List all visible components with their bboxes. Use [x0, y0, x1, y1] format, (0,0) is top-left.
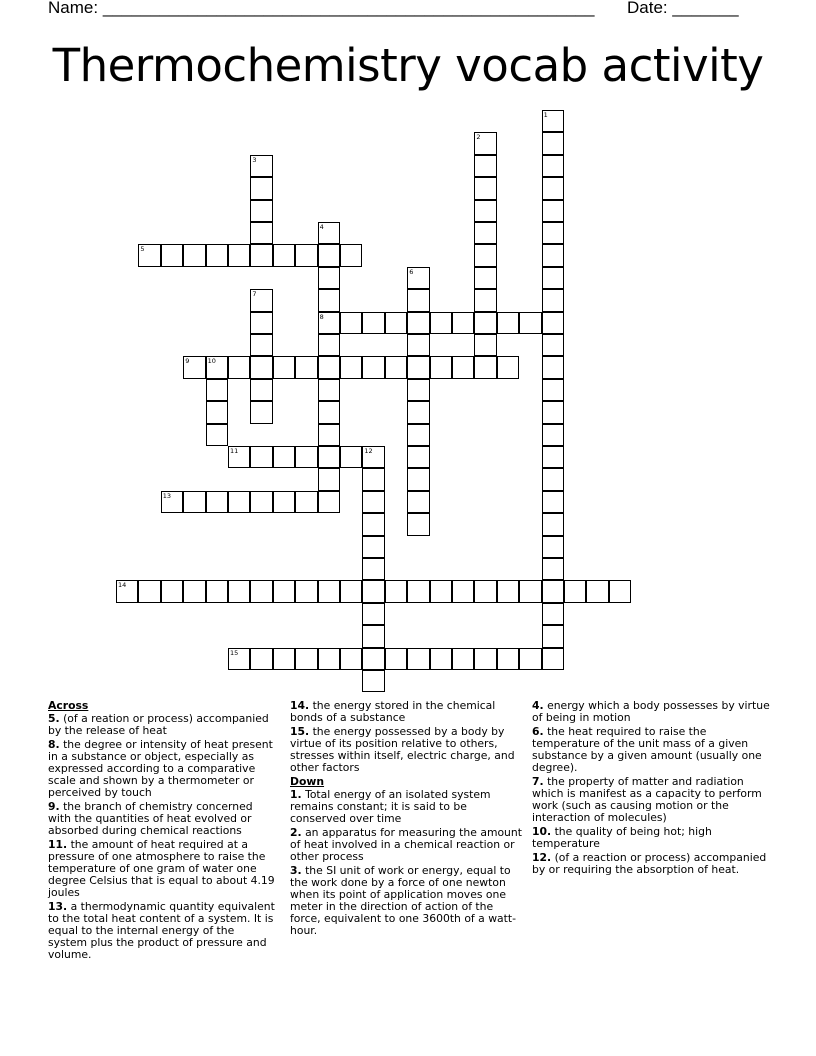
grid-cell[interactable] — [228, 244, 250, 266]
grid-cell[interactable] — [407, 446, 429, 468]
grid-cell[interactable] — [340, 446, 362, 468]
clues-column-3 — [532, 700, 770, 878]
grid-cell[interactable] — [474, 222, 496, 244]
grid-cell[interactable] — [407, 513, 429, 535]
grid-cell[interactable] — [407, 356, 429, 378]
grid-cell[interactable] — [474, 356, 496, 378]
grid-cell[interactable] — [295, 446, 317, 468]
grid-cell[interactable] — [474, 312, 496, 334]
grid-cell[interactable] — [340, 648, 362, 670]
grid-cell[interactable] — [362, 356, 384, 378]
clue-across-8: 8. the degree or intensity of heat present in a substance or object, especially as expressed according to a comparative scale and shown by a thermometer or perceived by touch — [48, 738, 273, 799]
grid-cell[interactable] — [183, 580, 205, 602]
clue-down-4: 4. energy which a body possesses by virtue of being in motion — [532, 699, 770, 724]
grid-cell[interactable] — [138, 580, 160, 602]
grid-cell[interactable] — [340, 580, 362, 602]
grid-cell[interactable] — [474, 132, 496, 154]
grid-cell[interactable] — [362, 491, 384, 513]
grid-cell[interactable] — [542, 625, 564, 647]
grid-cell[interactable] — [362, 312, 384, 334]
grid-cell[interactable] — [362, 513, 384, 535]
grid-cell[interactable] — [542, 424, 564, 446]
grid-cell[interactable] — [474, 334, 496, 356]
grid-cell[interactable] — [362, 580, 384, 602]
clues-column-1 — [48, 700, 276, 963]
clue-down-3: 3. the SI unit of work or energy, equal to the work done by a force of one newton when its point of application moves one meter in the direction of action of the force, equivalent to one 3600th of a watt-hour. — [290, 864, 517, 937]
grid-cell[interactable] — [318, 401, 340, 423]
clue-number: 4 — [319, 223, 324, 231]
grid-cell[interactable] — [250, 244, 272, 266]
grid-cell[interactable] — [542, 468, 564, 490]
grid-cell[interactable] — [295, 491, 317, 513]
grid-cell[interactable] — [161, 244, 183, 266]
clue-across-15: 15. the energy possessed by a body by virtue of its position relative to others, stresses within itself, electric charge, and other factors — [290, 725, 515, 774]
grid-cell[interactable] — [250, 648, 272, 670]
grid-cell[interactable] — [250, 200, 272, 222]
clue-across-11: 11. the amount of heat required at a pressure of one atmosphere to raise the temperature of one gram of water one degree Celsius that is equal to about 4.19 joules — [48, 838, 275, 899]
grid-cell[interactable] — [474, 244, 496, 266]
grid-cell[interactable] — [116, 580, 138, 602]
grid-cell[interactable] — [542, 603, 564, 625]
clue-number: 15 — [230, 648, 239, 657]
grid-cell[interactable] — [385, 648, 407, 670]
grid-cell[interactable] — [273, 648, 295, 670]
grid-cell[interactable] — [250, 289, 272, 311]
grid-cell[interactable] — [542, 580, 564, 602]
grid-cell[interactable] — [362, 648, 384, 670]
grid-cell[interactable] — [362, 446, 384, 468]
clue-down-2: 2. an apparatus for measuring the amount of heat involved in a chemical reaction or other process — [290, 826, 522, 863]
grid-cell[interactable] — [519, 648, 541, 670]
grid-cell[interactable] — [318, 491, 340, 513]
grid-cell[interactable] — [183, 244, 205, 266]
grid-cell[interactable] — [295, 648, 317, 670]
clue-down-7: 7. the property of matter and radiation which is manifest as a capacity to perform work (such as causing motion or the interaction of molecules) — [532, 775, 762, 824]
grid-cell[interactable] — [452, 648, 474, 670]
grid-cell[interactable] — [430, 648, 452, 670]
grid-cell[interactable] — [362, 536, 384, 558]
grid-cell[interactable] — [385, 580, 407, 602]
grid-cell[interactable] — [183, 491, 205, 513]
grid-cell[interactable] — [273, 446, 295, 468]
grid-cell[interactable] — [206, 356, 228, 378]
grid-cell[interactable] — [474, 177, 496, 199]
clue-down-12: 12. (of a reaction or process) accompanied by or requiring the absorption of heat. — [532, 851, 767, 876]
grid-cell[interactable] — [362, 603, 384, 625]
grid-cell[interactable] — [250, 379, 272, 401]
grid-cell[interactable] — [407, 312, 429, 334]
grid-cell[interactable] — [206, 401, 228, 423]
grid-cell[interactable] — [206, 424, 228, 446]
grid-cell[interactable] — [407, 401, 429, 423]
grid-cell[interactable] — [318, 334, 340, 356]
grid-cell[interactable] — [318, 222, 340, 244]
grid-cell[interactable] — [497, 312, 519, 334]
grid-cell[interactable] — [407, 379, 429, 401]
grid-cell[interactable] — [362, 625, 384, 647]
clue-number: 1 — [543, 111, 548, 119]
grid-cell[interactable] — [542, 200, 564, 222]
grid-cell[interactable] — [586, 580, 608, 602]
grid-cell[interactable] — [206, 379, 228, 401]
grid-cell[interactable] — [497, 648, 519, 670]
grid-cell[interactable] — [273, 491, 295, 513]
grid-cell[interactable] — [564, 580, 586, 602]
grid-cell[interactable] — [430, 580, 452, 602]
clues-column-2 — [290, 700, 524, 939]
grid-cell[interactable] — [318, 648, 340, 670]
grid-cell[interactable] — [542, 289, 564, 311]
grid-cell[interactable] — [542, 244, 564, 266]
grid-cell[interactable] — [250, 356, 272, 378]
grid-cell[interactable] — [340, 244, 362, 266]
grid-cell[interactable] — [385, 356, 407, 378]
grid-cell[interactable] — [407, 267, 429, 289]
grid-cell[interactable] — [318, 580, 340, 602]
grid-cell[interactable] — [542, 558, 564, 580]
grid-cell[interactable] — [542, 222, 564, 244]
clue-number: 13 — [162, 491, 172, 500]
clue-down-1: 1. Total energy of an isolated system remains constant; it is said to be conserved over time — [290, 788, 491, 825]
grid-cell[interactable] — [362, 468, 384, 490]
clue-number: 10 — [207, 357, 216, 366]
grid-cell[interactable] — [318, 468, 340, 490]
grid-cell[interactable] — [542, 267, 564, 289]
grid-cell[interactable] — [161, 491, 183, 513]
grid-cell[interactable] — [250, 155, 272, 177]
grid-cell[interactable] — [318, 244, 340, 266]
grid-cell[interactable] — [340, 356, 362, 378]
grid-cell[interactable] — [250, 222, 272, 244]
grid-cell[interactable] — [228, 648, 250, 670]
grid-cell[interactable] — [542, 132, 564, 154]
grid-cell[interactable] — [318, 424, 340, 446]
grid-cell[interactable] — [474, 200, 496, 222]
grid-cell[interactable] — [542, 356, 564, 378]
grid-cell[interactable] — [474, 267, 496, 289]
clue-number: 3 — [252, 155, 257, 164]
grid-cell[interactable] — [497, 580, 519, 602]
clue-down-10: 10. the quality of being hot; high temperature — [532, 825, 712, 850]
grid-cell[interactable] — [474, 580, 496, 602]
grid-cell[interactable] — [407, 334, 429, 356]
grid-cell[interactable] — [430, 356, 452, 378]
grid-cell[interactable] — [430, 312, 452, 334]
clue-number: 9 — [185, 357, 190, 366]
name-label: Name: — [48, 0, 99, 17]
grid-cell[interactable] — [542, 334, 564, 356]
clue-across-14: 14. the energy stored in the chemical bonds of a substance — [290, 699, 496, 724]
grid-cell[interactable] — [228, 491, 250, 513]
clue-number: 11 — [230, 447, 239, 455]
grid-cell[interactable] — [318, 446, 340, 468]
clue-across-5: 5. (of a reation or process) accompanied by the release of heat — [48, 712, 269, 737]
grid-cell[interactable] — [250, 491, 272, 513]
grid-cell[interactable] — [474, 155, 496, 177]
date-label: Date: — [627, 0, 668, 17]
grid-cell[interactable] — [474, 289, 496, 311]
grid-cell[interactable] — [542, 648, 564, 670]
name-line: ____________________________________________________ — [102, 0, 595, 17]
grid-cell[interactable] — [273, 244, 295, 266]
grid-cell[interactable] — [542, 110, 564, 132]
grid-cell[interactable] — [206, 491, 228, 513]
grid-cell[interactable] — [318, 289, 340, 311]
clue-number: 14 — [118, 581, 127, 590]
grid-cell[interactable] — [609, 580, 631, 602]
grid-cell[interactable] — [474, 648, 496, 670]
grid-cell[interactable] — [519, 580, 541, 602]
grid-cell[interactable] — [362, 558, 384, 580]
grid-cell[interactable] — [273, 580, 295, 602]
grid-cell[interactable] — [295, 244, 317, 266]
clue-across-9: 9. the branch of chemistry concerned with the quantities of heat evolved or absorbed during chemical reactions — [48, 800, 253, 837]
grid-cell[interactable] — [206, 244, 228, 266]
clue-number: 12 — [364, 447, 373, 455]
grid-cell[interactable] — [318, 356, 340, 378]
date-line: _______ — [672, 0, 739, 17]
grid-cell[interactable] — [542, 401, 564, 423]
grid-cell[interactable] — [138, 244, 160, 266]
clue-number: 7 — [252, 290, 257, 299]
grid-cell[interactable] — [250, 177, 272, 199]
grid-cell[interactable] — [385, 312, 407, 334]
clue-number: 2 — [476, 133, 481, 142]
grid-cell[interactable] — [228, 356, 250, 378]
grid-cell[interactable] — [407, 468, 429, 490]
clue-number: 6 — [409, 267, 414, 276]
grid-cell[interactable] — [542, 379, 564, 401]
grid-cell[interactable] — [452, 356, 474, 378]
grid-cell[interactable] — [250, 312, 272, 334]
grid-cell[interactable] — [407, 491, 429, 513]
grid-cell[interactable] — [273, 356, 295, 378]
grid-cell[interactable] — [407, 648, 429, 670]
grid-cell[interactable] — [542, 312, 564, 334]
grid-cell[interactable] — [228, 580, 250, 602]
grid-cell[interactable] — [183, 356, 205, 378]
grid-cell[interactable] — [161, 580, 183, 602]
grid-cell[interactable] — [542, 491, 564, 513]
grid-cell[interactable] — [295, 356, 317, 378]
grid-cell[interactable] — [250, 446, 272, 468]
clue-down-6: 6. the heat required to raise the temperature of the unit mass of a given substance by a given amount (usually one degree). — [532, 725, 762, 774]
grid-cell[interactable] — [318, 379, 340, 401]
grid-cell[interactable] — [318, 312, 340, 334]
grid-cell[interactable] — [542, 536, 564, 558]
across-heading: Across — [48, 699, 89, 712]
grid-cell[interactable] — [519, 312, 541, 334]
grid-cell[interactable] — [452, 580, 474, 602]
grid-cell[interactable] — [228, 446, 250, 468]
grid-cell[interactable] — [362, 670, 384, 692]
grid-cell[interactable] — [250, 580, 272, 602]
clue-number: 5 — [140, 245, 145, 254]
grid-cell[interactable] — [542, 446, 564, 468]
down-heading: Down — [290, 775, 325, 788]
grid-cell[interactable] — [407, 580, 429, 602]
grid-cell[interactable] — [295, 580, 317, 602]
grid-cell[interactable] — [407, 289, 429, 311]
grid-cell[interactable] — [452, 312, 474, 334]
grid-cell[interactable] — [542, 155, 564, 177]
grid-cell[interactable] — [206, 580, 228, 602]
grid-cell[interactable] — [407, 424, 429, 446]
grid-cell[interactable] — [497, 356, 519, 378]
page-title: Thermochemistry vocab activity — [52, 39, 764, 92]
clue-number: 8 — [319, 312, 324, 321]
grid-cell[interactable] — [250, 334, 272, 356]
clue-across-13: 13. a thermodynamic quantity equivalent to the total heat content of a system. It is equal to the internal energy of the system plus the product of pressure and volume. — [48, 900, 275, 961]
grid-cell[interactable] — [542, 177, 564, 199]
grid-cell[interactable] — [340, 312, 362, 334]
grid-cell[interactable] — [542, 513, 564, 535]
grid-cell[interactable] — [250, 401, 272, 423]
grid-cell[interactable] — [318, 267, 340, 289]
